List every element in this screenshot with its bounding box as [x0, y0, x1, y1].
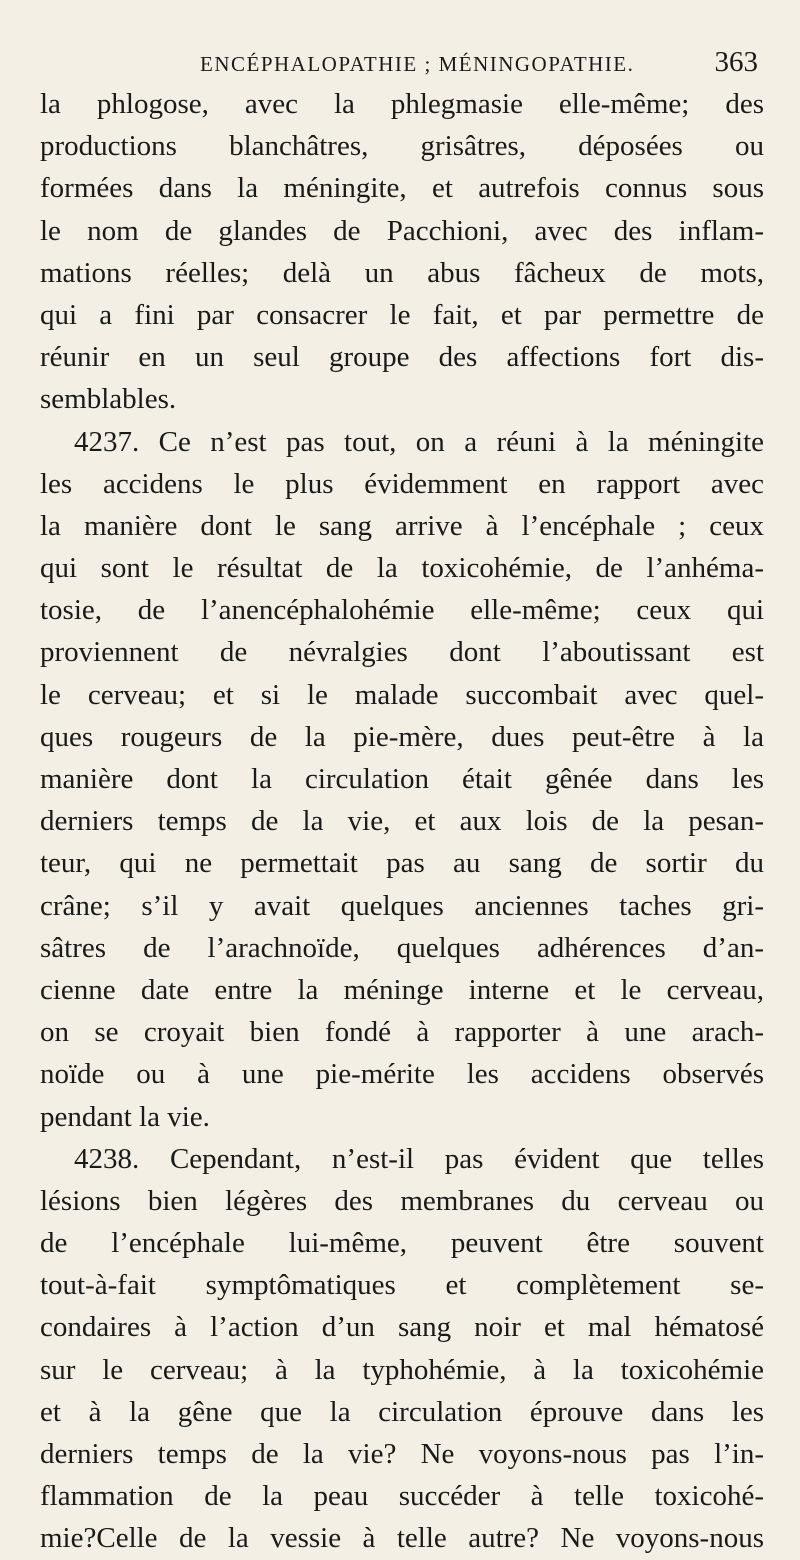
text-line: tosie, de l’anencéphalohémie elle-même; ceux qui [40, 594, 764, 627]
text-line: la manière dont le sang arrive à l’encéphale ; ceux [40, 509, 764, 542]
text-line: les accidens le plus évidemment en rapport avec [40, 467, 764, 500]
text-line: mations réelles; delà un abus fâcheux de mots, [40, 256, 764, 289]
text-line: le nom de glandes de Pacchioni, avec des inflam- [40, 214, 764, 247]
text-line: lésions bien légères des membranes du cerveau ou [40, 1184, 764, 1217]
text-line: productions blanchâtres, grisâtres, déposées ou [40, 130, 764, 163]
text-line: sur le cerveau; à la typhohémie, à la toxicohémie [40, 1353, 764, 1386]
page-number: 363 [714, 46, 758, 78]
text-line: crâne; s’il y avait quelques anciennes taches gri- [40, 889, 764, 922]
text-line: et à la gêne que la circulation éprouve dans les [40, 1395, 764, 1428]
text-line: réunir en un seul groupe des affections fort dis- [40, 341, 764, 374]
text-line: de l’encéphale lui-même, peuvent être souvent [40, 1227, 764, 1260]
text-line: ques rougeurs de la pie-mère, dues peut-être à la [40, 720, 764, 753]
text-line: semblables. [40, 383, 177, 416]
text-line: cienne date entre la méninge interne et le cerveau, [40, 973, 764, 1006]
text-line: manière dont la circulation était gênée dans les [40, 763, 764, 795]
text-line: qui a fini par consacrer le fait, et par permettre de [40, 298, 764, 331]
text-line: noïde ou à une pie-mérite les accidens observés [40, 1058, 764, 1091]
text-line: mie?Celle de la vessie à telle autre? Ne voyons-nous [40, 1522, 764, 1555]
text-line: pendant la vie. [40, 1100, 210, 1133]
text-line: qui sont le résultat de la toxicohémie, de l’anhéma- [40, 552, 764, 585]
text-line: derniers temps de la vie, et aux lois de la pesan- [40, 805, 764, 838]
running-head [40, 46, 760, 82]
running-title: ENCÉPHALOPATHIE ; MÉNINGOPATHIE. [200, 52, 635, 76]
text-line: la phlogose, avec la phlegmasie elle-même; des [40, 88, 764, 120]
text-line: flammation de la peau succéder à telle toxicohé- [40, 1480, 764, 1513]
text-line: formées dans la méningite, et autrefois connus sous [40, 172, 764, 205]
text-line: tout-à-fait symptômatiques et complètement se- [40, 1269, 764, 1302]
text-line: on se croyait bien fondé à rapporter à une arach- [40, 1016, 764, 1049]
paragraph-4238-start: 4238. Cependant, n’est-il pas évident que telles [74, 1142, 764, 1175]
text-line: condaires à l’action d’un sang noir et mal hématosé [40, 1311, 764, 1344]
text-line: derniers temps de la vie? Ne voyons-nous pas l’in- [40, 1438, 764, 1470]
body-text [40, 83, 764, 1560]
text-line: teur, qui ne permettait pas au sang de sortir du [40, 847, 764, 880]
text-line: sâtres de l’arachnoïde, quelques adhérences d’an- [40, 931, 764, 964]
text-line: proviennent de névralgies dont l’aboutissant est [40, 636, 764, 669]
text-line: le cerveau; et si le malade succombait avec quel- [40, 678, 764, 711]
paragraph-4237-start: 4237. Ce n’est pas tout, on a réuni à la méningite [74, 425, 764, 458]
